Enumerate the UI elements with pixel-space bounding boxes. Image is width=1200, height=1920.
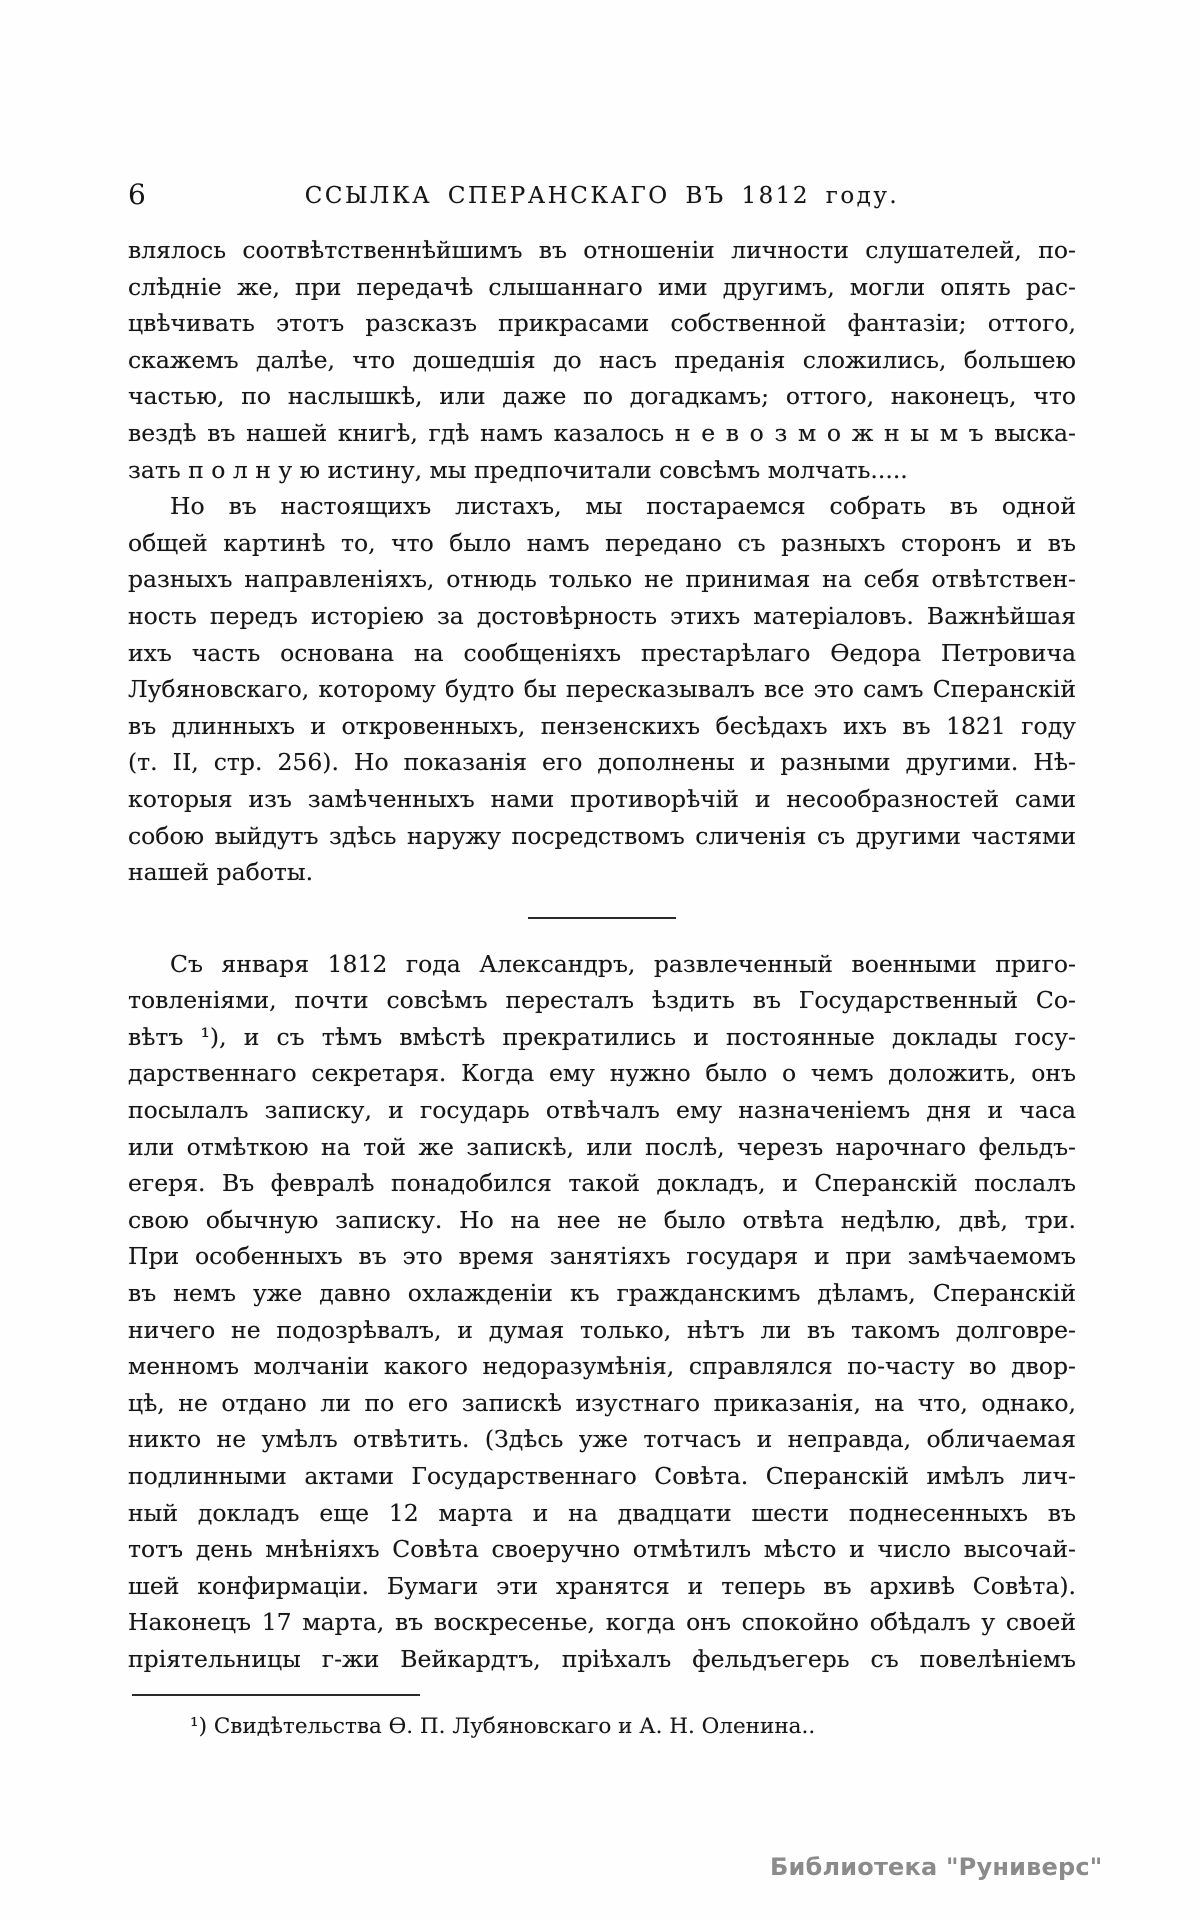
text-line: При особенныхъ въ это время занятіяхъ государя и при замѣчаемомъ	[128, 1242, 1076, 1271]
text-line: подлинными актами Государственнаго Совѣта. Сперанскій имѣлъ лич-	[128, 1462, 1076, 1490]
separator-rule	[528, 917, 676, 919]
text-line: цвѣчивать этотъ разсказъ прикрасами собственной фантазіи; оттого,	[128, 309, 1076, 338]
text-line: вездѣ въ нашей книгѣ, гдѣ намъ казалось н е в о з м о ж н ы м ъ выска-	[128, 418, 1076, 447]
text-line: зать п о л н у ю истину, мы предпочитали совсѣмъ молчать.....	[128, 455, 908, 484]
body-text	[128, 232, 1076, 1678]
text-line: посылалъ записку, и государь отвѣчалъ ему назначеніемъ дня и часа	[128, 1096, 1076, 1125]
paragraph	[128, 232, 1076, 488]
footnote-rule	[132, 1694, 420, 1696]
text-line: влялось соотвѣтственнѣйшимъ въ отношеніи личности слушателей, по-	[128, 236, 1076, 264]
paragraph	[128, 946, 1076, 1678]
text-line: шей конфирмаціи. Бумаги эти хранятся и теперь въ архивѣ Совѣта).	[128, 1571, 1076, 1600]
text-line: ихъ часть основана на сообщеніяхъ престарѣлаго Ѳедора Петровича	[128, 638, 1076, 667]
text-line: ный докладъ еще 12 марта и на двадцати шести поднесенныхъ въ	[128, 1498, 1076, 1527]
text-line: тотъ день мнѣніяхъ Совѣта своеручно отмѣтилъ мѣсто и число высочай-	[128, 1535, 1076, 1564]
text-line: дарственнаго секретаря. Когда ему нужно было о чемъ доложить, онъ	[128, 1059, 1076, 1088]
section-separator	[128, 891, 1076, 946]
text-line: собою выйдутъ здѣсь наружу посредствомъ сличенія съ другими частями	[128, 821, 1076, 850]
text-line: ничего не подозрѣвалъ, и думая только, нѣтъ ли въ такомъ долговре-	[128, 1315, 1076, 1344]
text-line: скажемъ далѣе, что дошедшія до насъ преданія сложились, большею	[128, 345, 1076, 374]
text-line: разныхъ направленіяхъ, отнюдь только не принимая на себя отвѣтствен-	[128, 565, 1076, 594]
page-title: ССЫЛКА СПЕРАНСКАГО ВЪ 1812 году.	[304, 183, 900, 209]
running-head	[128, 178, 1076, 214]
text-line: товленіями, почти совсѣмъ пересталъ ѣздить въ Государственный Со-	[128, 986, 1076, 1015]
text-line: Съ января 1812 года Александръ, развлеченный военными приго-	[170, 949, 1076, 978]
text-line: общей картинѣ то, что было намъ передано съ разныхъ сторонъ и въ	[128, 528, 1076, 557]
library-watermark: Библиотека "Руниверс"	[770, 1853, 1103, 1881]
text-line: егеря. Въ февралѣ понадобился такой докладъ, и Сперанскій послалъ	[128, 1169, 1076, 1198]
text-line: которыя изъ замѣченныхъ нами противорѣчій и несообразностей сами	[128, 784, 1076, 813]
text-line: частью, по наслышкѣ, или даже по догадкамъ; оттого, наконецъ, что	[128, 382, 1076, 411]
text-line: свою обычную записку. Но на нее не было отвѣта недѣлю, двѣ, три.	[128, 1205, 1076, 1234]
text-line: пріятельницы г-жи Вейкардтъ, пріѣхалъ фельдъегерь съ повелѣніемъ	[128, 1644, 1076, 1673]
text-line: менномъ молчаніи какого недоразумѣнія, справлялся по-часту во двор-	[128, 1352, 1076, 1381]
text-line: въ немъ уже давно охлажденіи къ гражданскимъ дѣламъ, Сперанскій	[128, 1279, 1076, 1308]
text-line: или отмѣткою на той же запискѣ, или послѣ, черезъ нарочнаго фельдъ-	[128, 1132, 1076, 1161]
text-line: Наконецъ 17 марта, въ воскресенье, когда онъ спокойно обѣдалъ у своей	[128, 1608, 1076, 1637]
text-line: нашей работы.	[128, 858, 314, 887]
text-line: цѣ, не отдано ли по его запискѣ изустнаго приказанія, на что, однако,	[128, 1388, 1076, 1417]
text-line: ность передъ исторіею за достовѣрность этихъ матеріаловъ. Важнѣйшая	[128, 601, 1076, 630]
text-line: (т. II, стр. 256). Но показанія его дополнены и разными другими. Нѣ-	[128, 748, 1076, 777]
text-line: въ длинныхъ и откровенныхъ, пензенскихъ бесѣдахъ ихъ въ 1821 году	[128, 711, 1076, 740]
text-line: Но въ настоящихъ листахъ, мы постараемся собрать въ одной	[170, 492, 1076, 521]
page-number: 6	[128, 178, 146, 211]
footnote-text: ¹) Свидѣтельства Ѳ. П. Лубяновскаго и А. Н. Оленина..	[190, 1714, 816, 1739]
text-line: никто не умѣлъ отвѣтить. (Здѣсь уже тотчасъ и неправда, обличаемая	[128, 1425, 1076, 1454]
text-line: вѣтъ ¹), и съ тѣмъ вмѣстѣ прекратились и постоянные доклады госу-	[128, 1022, 1076, 1051]
paragraph	[128, 488, 1076, 891]
text-line: слѣдніе же, при передачѣ слышаннаго ими другимъ, могли опять рас-	[128, 272, 1076, 301]
text-line: Лубяновскаго, которому будто бы пересказывалъ все это самъ Сперанскій	[128, 675, 1076, 704]
